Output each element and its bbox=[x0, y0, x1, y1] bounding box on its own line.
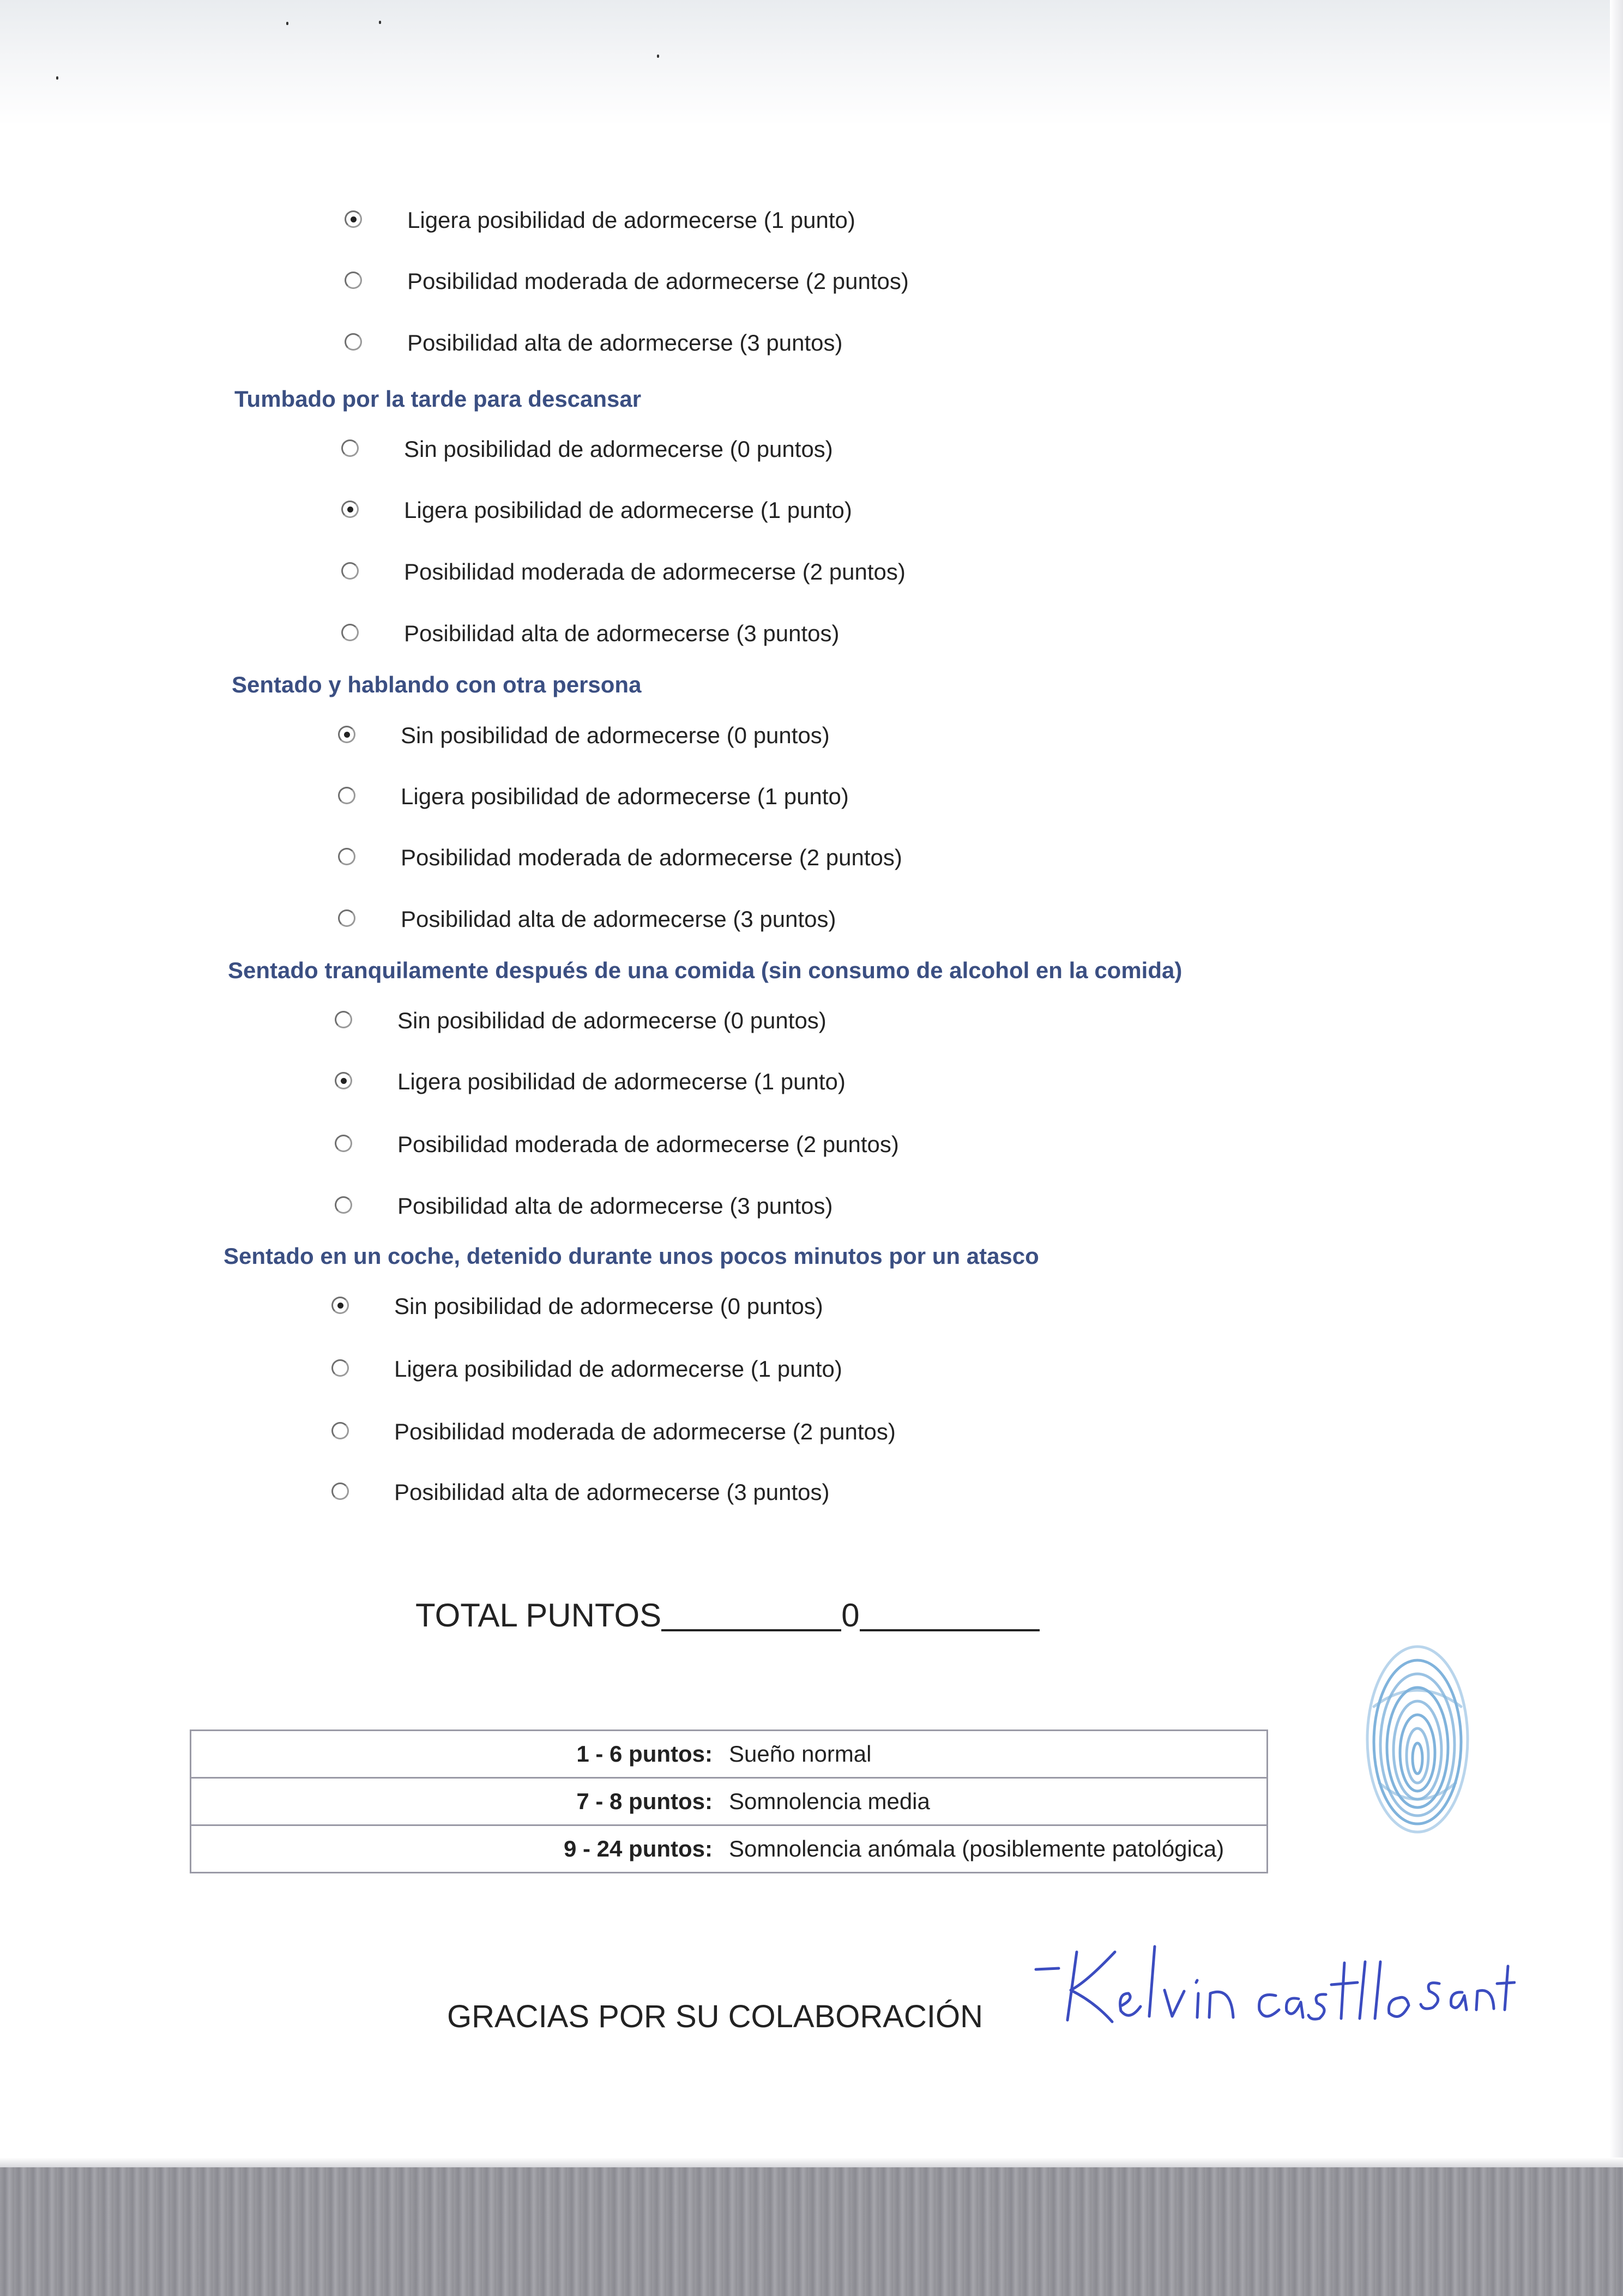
scale-description: Somnolencia anómala (posiblemente patológica) bbox=[729, 1825, 1268, 1873]
scale-description: Sueño normal bbox=[729, 1731, 1268, 1778]
radio-checked-icon[interactable] bbox=[331, 1297, 349, 1314]
table-row bbox=[191, 1825, 1268, 1873]
answer-option-label: Posibilidad alta de adormecerse (3 puntos) bbox=[394, 1479, 830, 1505]
answer-option-label: Posibilidad moderada de adormecerse (2 puntos) bbox=[407, 268, 909, 294]
answer-option-label: Posibilidad alta de adormecerse (3 puntos) bbox=[404, 620, 840, 646]
table-row bbox=[191, 1731, 1268, 1778]
scale-range: 7 - 8 puntos: bbox=[191, 1778, 729, 1825]
scale-range: 9 - 24 puntos: bbox=[191, 1825, 729, 1873]
answer-option-label: Posibilidad alta de adormecerse (3 puntos) bbox=[401, 906, 836, 932]
answer-option-label: Ligera posibilidad de adormecerse (1 punto) bbox=[404, 497, 852, 523]
radio-checked-icon[interactable] bbox=[335, 1072, 352, 1089]
answer-option-label: Sin posibilidad de adormecerse (0 puntos) bbox=[404, 436, 833, 462]
scan-speck bbox=[56, 76, 58, 80]
scale-description: Somnolencia media bbox=[729, 1778, 1268, 1825]
answer-option-label: Posibilidad moderada de adormecerse (2 puntos) bbox=[404, 559, 906, 584]
radio-unchecked-icon[interactable] bbox=[331, 1422, 349, 1439]
answer-option-label: Posibilidad moderada de adormecerse (2 puntos) bbox=[401, 845, 902, 870]
answer-option-label: Posibilidad alta de adormecerse (3 puntos) bbox=[397, 1193, 833, 1219]
radio-unchecked-icon[interactable] bbox=[335, 1135, 352, 1152]
scan-right-shadow bbox=[1610, 0, 1623, 2167]
score-scale-table bbox=[190, 1729, 1268, 1873]
radio-unchecked-icon[interactable] bbox=[345, 333, 362, 351]
answer-option-label: Sin posibilidad de adormecerse (0 puntos) bbox=[401, 722, 830, 748]
radio-checked-icon[interactable] bbox=[341, 501, 359, 518]
radio-checked-icon[interactable] bbox=[345, 210, 362, 228]
answer-option-label: Posibilidad moderada de adormecerse (2 puntos) bbox=[397, 1131, 899, 1157]
scale-range: 1 - 6 puntos: bbox=[191, 1731, 729, 1778]
answer-option-label: Ligera posibilidad de adormecerse (1 punto) bbox=[394, 1356, 842, 1382]
radio-checked-icon[interactable] bbox=[338, 726, 355, 743]
answer-option-label: Sin posibilidad de adormecerse (0 puntos) bbox=[394, 1293, 823, 1319]
signature-icon bbox=[1025, 1930, 1516, 2039]
radio-unchecked-icon[interactable] bbox=[331, 1359, 349, 1377]
question-title: Sentado tranquilamente después de una comida (sin consumo de alcohol en la comida) bbox=[228, 957, 1182, 983]
total-value[interactable]: 0 bbox=[841, 1597, 860, 1634]
radio-unchecked-icon[interactable] bbox=[341, 439, 359, 457]
radio-unchecked-icon[interactable] bbox=[341, 562, 359, 580]
fingerprint-icon bbox=[1363, 1641, 1472, 1837]
radio-unchecked-icon[interactable] bbox=[335, 1011, 352, 1028]
total-points bbox=[415, 1596, 1040, 1634]
question-title: Tumbado por la tarde para descansar bbox=[234, 386, 642, 412]
radio-unchecked-icon[interactable] bbox=[338, 787, 355, 804]
radio-unchecked-icon[interactable] bbox=[331, 1483, 349, 1500]
radio-unchecked-icon[interactable] bbox=[338, 909, 355, 927]
scanner-bed-edge bbox=[0, 2167, 1623, 2296]
answer-option-label: Posibilidad alta de adormecerse (3 puntos) bbox=[407, 330, 843, 355]
radio-unchecked-icon[interactable] bbox=[341, 624, 359, 641]
radio-unchecked-icon[interactable] bbox=[338, 848, 355, 865]
total-blank-left bbox=[661, 1596, 841, 1631]
table-row bbox=[191, 1778, 1268, 1825]
total-blank-right bbox=[860, 1596, 1040, 1631]
question-title: Sentado en un coche, detenido durante unos pocos minutos por un atasco bbox=[224, 1243, 1039, 1269]
total-label: TOTAL PUNTOS bbox=[415, 1597, 662, 1634]
answer-option-label: Ligera posibilidad de adormecerse (1 punto) bbox=[397, 1069, 846, 1094]
question-title: Sentado y hablando con otra persona bbox=[232, 672, 642, 697]
radio-unchecked-icon[interactable] bbox=[345, 272, 362, 289]
answer-option-label: Posibilidad moderada de adormecerse (2 puntos) bbox=[394, 1419, 896, 1444]
scan-speck bbox=[286, 22, 288, 25]
scan-speck bbox=[657, 55, 659, 58]
answer-option-label: Ligera posibilidad de adormecerse (1 punto) bbox=[401, 784, 849, 809]
thanks-message: GRACIAS POR SU COLABORACIÓN bbox=[447, 1999, 983, 2034]
scan-top-band bbox=[0, 0, 1623, 125]
answer-option-label: Ligera posibilidad de adormecerse (1 punto) bbox=[407, 207, 855, 233]
scan-speck bbox=[379, 21, 381, 24]
answer-option-label: Sin posibilidad de adormecerse (0 puntos) bbox=[397, 1008, 826, 1033]
radio-unchecked-icon[interactable] bbox=[335, 1196, 352, 1214]
